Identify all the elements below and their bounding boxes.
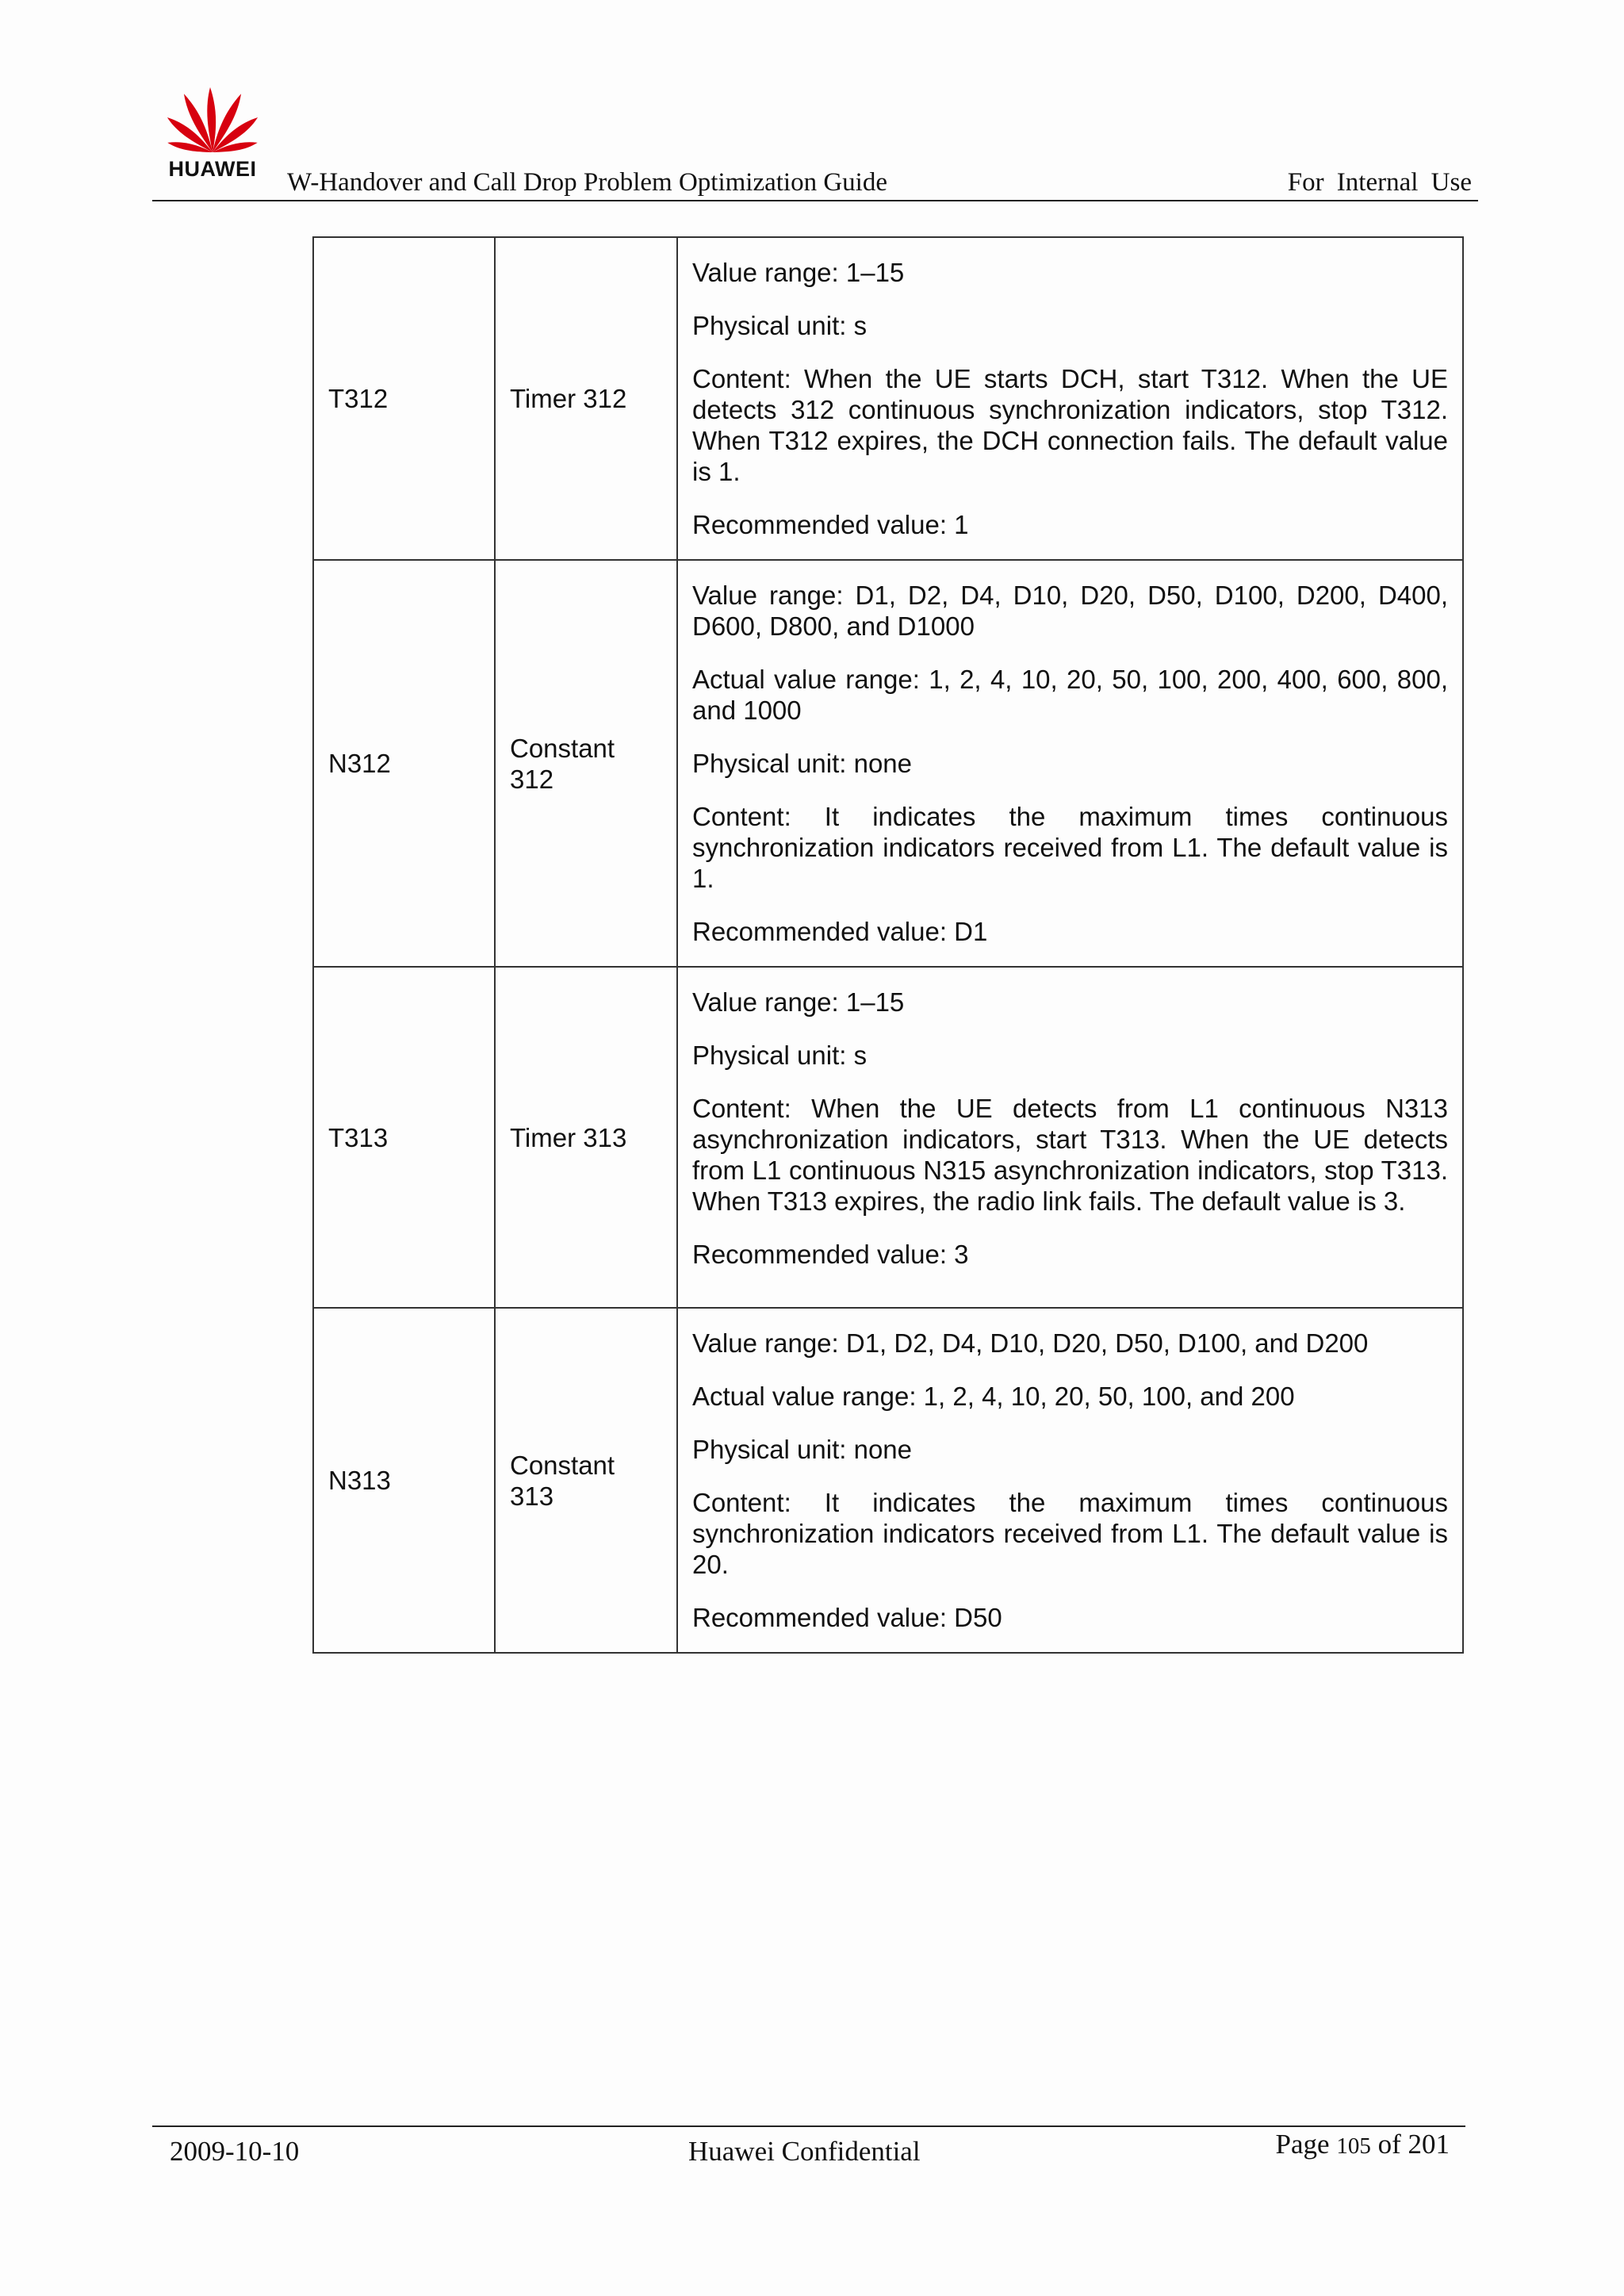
parameter-name: Timer 312: [495, 237, 677, 560]
page-total: of 201: [1377, 2129, 1450, 2160]
footer-confidentiality: Huawei Confidential: [688, 2136, 921, 2167]
description-line: Actual value range: 1, 2, 4, 10, 20, 50, 100, and 200: [692, 1382, 1295, 1411]
parameter-id: N312: [313, 560, 495, 967]
document-title: W-Handover and Call Drop Problem Optimization Guide: [287, 168, 888, 197]
parameter-description: [677, 560, 1463, 967]
table-row: [313, 237, 1463, 560]
description-line: Recommended value: D50: [692, 1603, 1002, 1632]
parameter-table: [312, 236, 1464, 1654]
parameter-name: Timer 313: [495, 967, 677, 1308]
parameter-id: N313: [313, 1308, 495, 1653]
page-number: [1276, 2129, 1450, 2160]
page-current: 105: [1336, 2133, 1371, 2159]
description-line: Content: When the UE detects from L1 continuous N313 asynchronization indicators, start T313. When the UE detects from L1 continuous N315 asynchronization indicators, stop T313. When T313 expires, the radio link fails. The default value is 3.: [692, 1094, 1448, 1216]
description-line: Value range: 1–15: [692, 987, 905, 1017]
description-line: Actual value range: 1, 2, 4, 10, 20, 50, 100, 200, 400, 600, 800, and 1000: [692, 665, 1448, 725]
description-line: Value range: D1, D2, D4, D10, D20, D50, D100, D200, D400, D600, D800, and D1000: [692, 581, 1448, 641]
footer-date: 2009-10-10: [170, 2136, 300, 2167]
page-prefix: Page: [1275, 2129, 1330, 2160]
description-line: Content: It indicates the maximum times continuous synchronization indicators received from L1. The default value is 1.: [692, 802, 1448, 893]
description-line: Recommended value: D1: [692, 917, 988, 946]
table-row: [313, 967, 1463, 1308]
table-row: [313, 1308, 1463, 1653]
footer-divider: [152, 2125, 1465, 2127]
description-line: Physical unit: none: [692, 749, 913, 778]
description-line: Recommended value: 3: [692, 1240, 969, 1269]
parameter-name: Constant 312: [495, 560, 677, 967]
parameter-description: [677, 237, 1463, 560]
description-line: Physical unit: s: [692, 1041, 868, 1070]
description-line: Value range: D1, D2, D4, D10, D20, D50, D100, and D200: [692, 1328, 1369, 1358]
description-line: Physical unit: s: [692, 311, 868, 340]
page-header: [0, 0, 1624, 206]
description-line: Physical unit: none: [692, 1435, 913, 1464]
parameter-name: Constant 313: [495, 1308, 677, 1653]
table-row: [313, 560, 1463, 967]
parameter-description: [677, 967, 1463, 1308]
description-line: Value range: 1–15: [692, 258, 905, 287]
logo-text: HUAWEI: [168, 157, 257, 181]
description-line: Content: When the UE starts DCH, start T312. When the UE detects 312 continuous synchronization indicators, stop T312. When T312 expires, the DCH connection fails. The default value is 1.: [692, 364, 1448, 486]
header-divider: [152, 200, 1478, 201]
parameter-id: T312: [313, 237, 495, 560]
parameter-id: T313: [313, 967, 495, 1308]
description-line: Content: It indicates the maximum times continuous synchronization indicators received from L1. The default value is 20.: [692, 1488, 1448, 1579]
security-level: For Internal Use: [1287, 168, 1472, 197]
description-line: Recommended value: 1: [692, 510, 969, 539]
parameter-description: [677, 1308, 1463, 1653]
